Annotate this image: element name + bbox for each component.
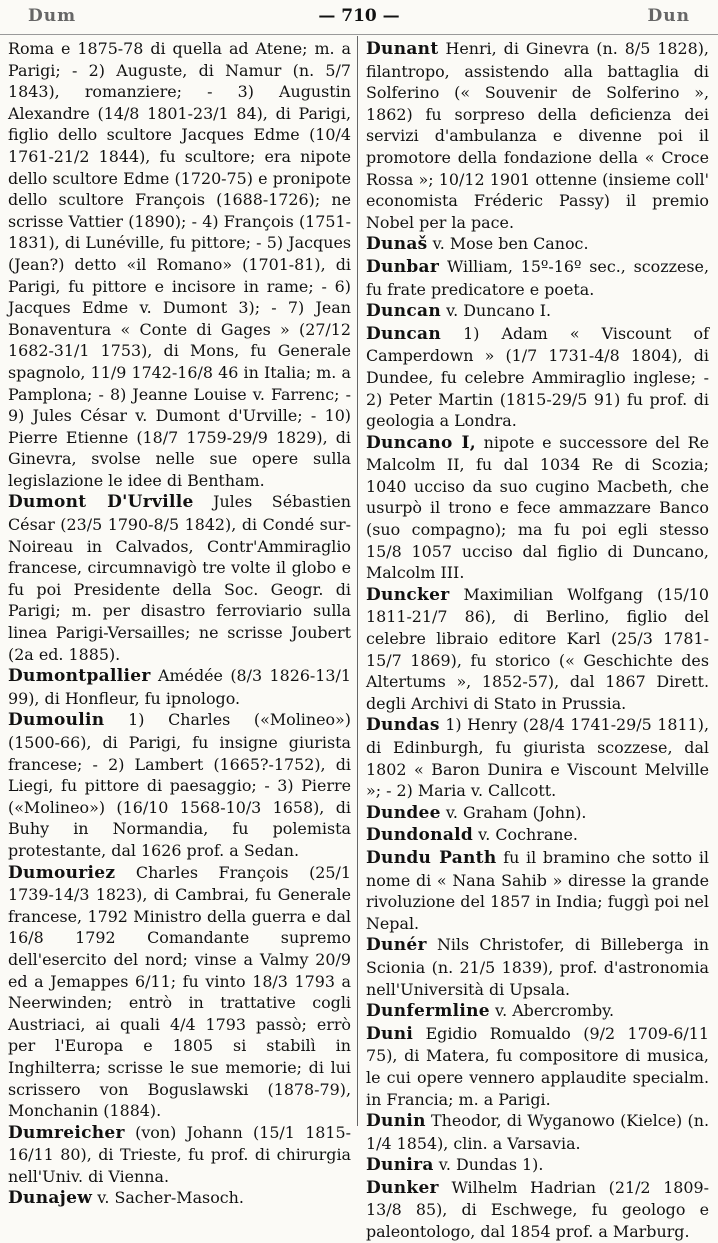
entry-headword: Duni	[366, 1023, 414, 1044]
entry-headword: Dundonald	[366, 825, 474, 846]
entry-headword: Duncker	[366, 584, 450, 605]
entry	[366, 934, 709, 1000]
entry	[366, 432, 709, 584]
entry	[8, 862, 351, 1122]
entry-headword: Dunér	[366, 935, 427, 956]
entry-headword: Dunant	[366, 39, 439, 59]
entry-text: v. Dundas 1).	[438, 1155, 544, 1175]
entry-headword: Dunbar	[366, 256, 440, 277]
entry-text: fu il bramino che sotto il nome di « Nana Sahib » diresse la grande rivoluzione del 1857 in India; fuggì poi nel Nepal.	[366, 847, 709, 933]
entry-text: v. Mose ben Canoc.	[432, 234, 589, 254]
column-divider	[357, 36, 358, 1126]
entry	[8, 1187, 351, 1210]
entry-text: Henri, di Ginevra (n. 8/5 1828), filantropo, assistendo alla battaglia di Solferino (« Souvenir de Solferino », 1862) fu sorpreso della deficienza dei servizi d'ambulanza e divenne poi il promotore della fondazione della « Croce Rossa »; 10/12 1901 ottenne (insieme coll' economista Fréderic Passy) il premio Nobel per la pace.	[366, 39, 709, 232]
entry-headword: Dumreicher	[8, 1122, 125, 1143]
entry	[366, 584, 709, 715]
entry-headword: Duncano I,	[366, 432, 476, 453]
entry-text: Maximilian Wolfgang (15/10 1811-21/7 86), di Berlino, figlio del celebre libraio editore Karl (25/3 1781-15/7 1869), fu storico (« Geschichte des Altertums », 1852-57), dal 1867 Dirett. degli Archivi di Stato in Prussia.	[366, 584, 709, 713]
entry	[366, 1177, 709, 1243]
entry-text: v. Sacher-Masoch.	[97, 1188, 244, 1208]
page-header	[0, 0, 718, 35]
entry-headword: Duncan	[366, 323, 441, 344]
entry-text: 1) Adam « Viscount of Camperdown » (1/7 1731-4/8 1804), di Dundee, fu celebre Ammiraglio inglese; - 2) Peter Martin (1815-29/5 91) fu prof. di geologia a Londra.	[366, 323, 709, 431]
entry-text: v. Abercromby.	[495, 1001, 615, 1021]
entry-headword: Dumontpallier	[8, 666, 151, 687]
entry-headword: Dumoulin	[8, 710, 105, 731]
entry-headword: Dundu Panth	[366, 847, 497, 868]
header-left-guideword: Dum	[28, 6, 77, 26]
entry	[8, 38, 351, 491]
entry-headword: Dunira	[366, 1155, 434, 1176]
entry	[366, 847, 709, 934]
entry-text: (von) Johann (15/1 1815-16/11 80), di Trieste, fu prof. di chirurgia nell'Univ. di Vienna.	[8, 1122, 352, 1186]
entry-headword: Dunker	[366, 1177, 439, 1198]
entry	[366, 38, 709, 233]
entry-text: William, 15º-16º sec., scozzese, fu frate predicatore e poeta.	[366, 256, 709, 299]
entry	[366, 714, 709, 801]
entry	[366, 323, 709, 432]
entry-text: 1) Henry (28/4 1741-29/5 1811), di Edinburgh, fu giurista scozzese, dal 1802 « Baron Dunira e Viscount Melville »; - 2) Maria v. Callcott.	[366, 715, 709, 801]
right-column	[366, 38, 709, 1242]
entry-text: Roma e 1875-78 di quella ad Atene; m. a Parigi; - 2) Auguste, di Namur (n. 5/7 1843), romanziere; - 3) Augustin Alexandre (14/8 1801-23/1 84), di Parigi, figlio dello scultore Jacques Edme (10/4 1761-21/2 1844), fu scultore; era nipote dello scultore Edme (1720-75) e pronipote dello scultore François (1688-1726); ne scrisse Vattier (1890); - 4) François (1751-1831), di Lunéville, fu pittore; - 5) Jacques (Jean?) detto «il Romano» (1701-81), di Parigi, fu pittore e incisore in rame; - 6) Jacques Edme v. Dumont 3); - 7) Jean Bonaventura « Conte di Gages » (27/12 1682-31/1 1753), di Mons, fu Generale spagnolo, 11/9 1742-16/8 46 in Italia; m. a Pamplona; - 8) Jeanne Louise v. Farrenc; - 9) Jules César v. Dumont d'Urville; - 10) Pierre Etienne (18/7 1759-29/9 1829), di Ginevra, svolse nelle sue opere sulla legislazione le idee di Bentham.	[8, 39, 351, 490]
entry	[8, 491, 351, 665]
entry	[366, 1154, 709, 1177]
page-number: — 710 —	[318, 6, 400, 26]
entry-text: v. Graham (John).	[445, 802, 587, 822]
entry-headword: Dumouriez	[8, 862, 116, 883]
entry	[8, 709, 351, 861]
entry-text: Egidio Romualdo (9/2 1709-6/11 75), di Matera, fu compositore di musica, le cui opere vennero applaudite specialm. in Francia; m. a Parigi.	[366, 1023, 709, 1109]
entry	[8, 1122, 351, 1188]
entry	[8, 665, 351, 709]
entry-text: Nils Christofer, di Billeberga in Scionia (n. 21/5 1839), prof. d'astronomia nell'Università di Upsala.	[366, 935, 709, 999]
entry-headword: Dunfermline	[366, 1001, 490, 1022]
entry-text: v. Cochrane.	[478, 825, 578, 845]
left-column	[8, 38, 352, 1209]
entry-text: Amédée (8/3 1826-13/1 99), di Honfleur, fu ipnologo.	[8, 666, 351, 708]
entry	[366, 802, 709, 825]
entry-headword: Dumont D'Urville	[8, 492, 194, 513]
entry-headword: Dundee	[366, 802, 441, 823]
entry-text: Charles François (25/1 1739-14/3 1823), di Cambrai, fu Generale francese, 1792 Ministro della guerra e dal 16/8 1792 Comandante supremo dell'esercito del nord; vinse a Valmy 20/9 ed a Jemappes 6/11; fu vinto 18/3 1793 a Neerwinden; entrò in trattative cogli Austriaci, ai quali 4/4 1793 passò; errò per l'Europa e 1805 si stabilì in Inghilterra; scrisse le sue memorie; di lui scrissero von Boguslawski (1878-79), Monchanin (1884).	[8, 862, 351, 1121]
entry-text: nipote e successore del Re Malcolm II, fu dal 1034 Re di Scozia; 1040 ucciso da suo cugino Macbeth, che usurpò il trono e fece ammazzare Banco (suo compagno); ma fu poi egli stesso 15/8 1057 ucciso dal figlio di Duncano, Malcolm III.	[366, 432, 709, 583]
entry	[366, 256, 709, 300]
entry-headword: Duncan	[366, 301, 441, 322]
entry-text: Jules Sébastien César (23/5 1790-8/5 1842), di Condé sur-Noireau in Calvados, Contr'Ammiraglio francese, circumnavigò tre volte il globo e fu poi Presidente della Soc. Geogr. di Parigi; m. per disastro ferroviario sulla linea Parigi-Versailles; ne scrisse Joubert (2a ed. 1885).	[8, 492, 351, 664]
entry-text: 1) Charles («Molineo») (1500-66), di Parigi, fu insigne giurista francese; - 2) Lambert (1665?-1752), di Liegi, fu pittore di paesaggio; - 3) Pierre («Molineo») (16/10 1568-10/3 1658), di Buhy in Normandia, fu polemista protestante, dal 1626 prof. a Sedan.	[8, 710, 351, 860]
entry	[366, 1023, 709, 1110]
entry	[366, 233, 709, 256]
entry-text: v. Duncano I.	[446, 301, 552, 321]
entry-headword: Dunin	[366, 1111, 426, 1132]
header-right-guideword: Dun	[647, 6, 690, 26]
entry	[366, 1000, 709, 1023]
entry-text: Wilhelm Hadrian (21/2 1809-13/8 85), di Eschwege, fu geologo e paleontologo, dal 1854 prof. a Marburg.	[366, 1177, 709, 1242]
entry-headword: Dunaš	[366, 234, 428, 255]
entry-text: Theodor, di Wyganowo (Kielce) (n. 1/4 1854), clin. a Varsavia.	[366, 1111, 709, 1153]
entry	[366, 1110, 709, 1154]
entry-headword: Dundas	[366, 715, 440, 736]
entry	[366, 824, 709, 847]
entry	[366, 300, 709, 323]
entry-headword: Dunajew	[8, 1188, 93, 1209]
